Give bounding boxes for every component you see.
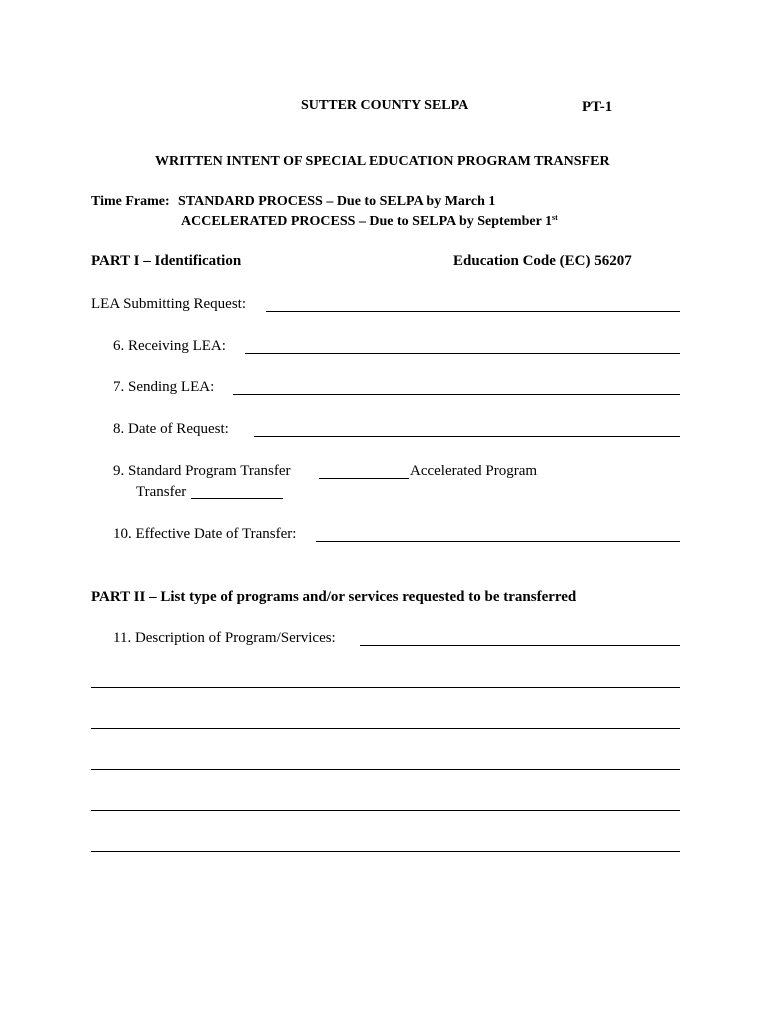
effective-date-field[interactable]: [316, 541, 680, 542]
description-field[interactable]: [360, 645, 680, 646]
accelerated-program-label: Accelerated Program: [410, 463, 538, 479]
description-line-4[interactable]: [91, 810, 680, 811]
sending-lea-label: 7. Sending LEA:: [113, 379, 215, 395]
standard-transfer-field[interactable]: [319, 478, 409, 479]
accelerated-process-text: ACCELERATED PROCESS – Due to SELPA by September 1st: [181, 213, 558, 229]
date-of-request-field[interactable]: [254, 436, 680, 437]
description-line-1[interactable]: [91, 687, 680, 688]
accelerated-transfer-field[interactable]: [191, 498, 283, 499]
description-line-5[interactable]: [91, 851, 680, 852]
effective-date-label: 10. Effective Date of Transfer:: [113, 526, 297, 542]
date-of-request-label: 8. Date of Request:: [113, 421, 229, 437]
sending-lea-field[interactable]: [233, 394, 680, 395]
part2-heading: PART II – List type of programs and/or services requested to be transferred: [91, 589, 577, 605]
receiving-lea-label: 6. Receiving LEA:: [113, 338, 226, 354]
time-frame-label: Time Frame:: [91, 194, 170, 209]
description-line-3[interactable]: [91, 769, 680, 770]
transfer-label: Transfer: [136, 484, 187, 500]
organization-name: SUTTER COUNTY SELPA: [301, 98, 469, 113]
form-id: PT-1: [582, 99, 613, 115]
receiving-lea-field[interactable]: [245, 353, 680, 354]
lea-submitting-field[interactable]: [266, 311, 680, 312]
lea-submitting-label: LEA Submitting Request:: [91, 296, 247, 312]
education-code: Education Code (EC) 56207: [453, 253, 632, 269]
description-label: 11. Description of Program/Services:: [113, 630, 336, 646]
standard-transfer-label: 9. Standard Program Transfer: [113, 463, 291, 479]
form-title: WRITTEN INTENT OF SPECIAL EDUCATION PROGRAM TRANSFER: [155, 154, 610, 169]
standard-process-text: STANDARD PROCESS – Due to SELPA by March 1: [178, 194, 496, 209]
description-line-2[interactable]: [91, 728, 680, 729]
part1-heading: PART I – Identification: [91, 253, 242, 269]
